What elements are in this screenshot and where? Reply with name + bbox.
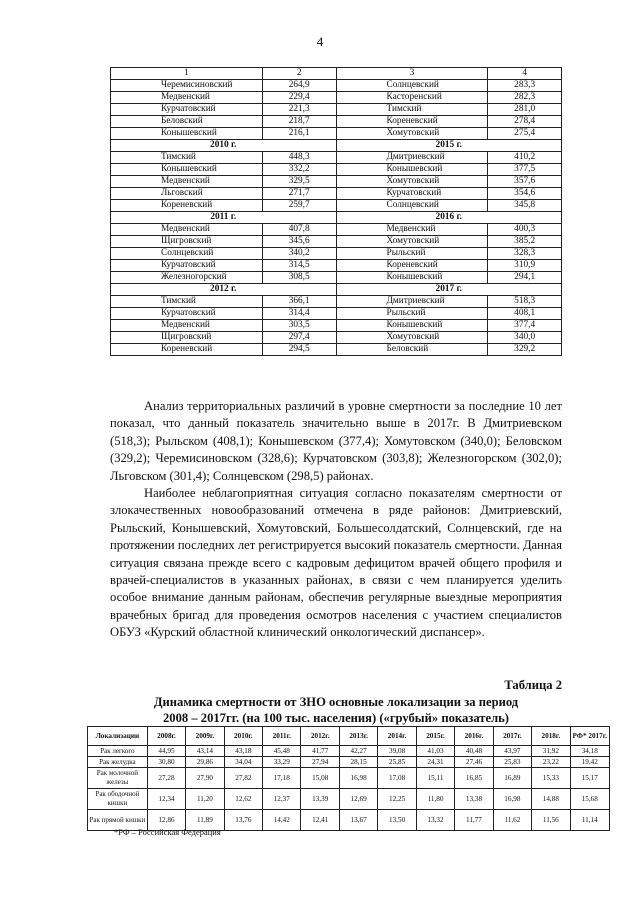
table-row — [111, 116, 562, 128]
mortality-value: 297,4 — [262, 332, 336, 344]
column-header: 2017г. — [493, 727, 531, 746]
district-name: Черемисиновский — [111, 80, 263, 92]
rate-value: 15,11 — [416, 768, 454, 789]
district-name: Рыльский — [336, 248, 488, 260]
mortality-value: 271,7 — [262, 188, 336, 200]
mortality-value: 354,6 — [488, 188, 562, 200]
table-row — [111, 260, 562, 272]
column-number: 1 — [111, 68, 263, 80]
district-name: Хомутовский — [336, 332, 488, 344]
rate-value: 41,03 — [416, 746, 454, 757]
mortality-value: 229,4 — [262, 92, 336, 104]
rate-value: 27,94 — [301, 757, 339, 768]
rate-value: 11,20 — [186, 789, 224, 810]
district-name: Беловский — [111, 116, 263, 128]
table-row — [111, 128, 562, 140]
column-header: 2015г. — [416, 727, 454, 746]
column-header: 2010г. — [224, 727, 262, 746]
rate-value: 40,48 — [455, 746, 493, 757]
district-name: Курчатовский — [111, 104, 263, 116]
year-label-right: 2017 г. — [336, 284, 561, 296]
district-name: Солнцевский — [336, 200, 488, 212]
rate-value: 33,29 — [263, 757, 301, 768]
district-name: Хомутовский — [336, 236, 488, 248]
mortality-value: 278,4 — [488, 116, 562, 128]
rate-value: 13,38 — [455, 789, 493, 810]
rate-value: 28,15 — [339, 757, 377, 768]
column-header: 2013г. — [339, 727, 377, 746]
year-label-right: 2016 г. — [336, 212, 561, 224]
district-name: Конышевский — [336, 272, 488, 284]
rate-value: 44,95 — [147, 746, 185, 757]
column-header: Локализации — [88, 727, 148, 746]
rate-value: 13,32 — [416, 810, 454, 831]
district-mortality-table — [110, 67, 562, 356]
table-row — [88, 746, 610, 757]
table-row — [111, 188, 562, 200]
table-row — [111, 236, 562, 248]
rate-value: 13,50 — [378, 810, 416, 831]
rate-value: 11,89 — [186, 810, 224, 831]
district-name: Хомутовский — [336, 128, 488, 140]
year-label-left: 2010 г. — [111, 140, 337, 152]
table-header-row — [111, 68, 562, 80]
table-row — [111, 92, 562, 104]
district-name: Кореневский — [111, 200, 263, 212]
mortality-value: 221,3 — [262, 104, 336, 116]
mortality-value: 407,8 — [262, 224, 336, 236]
column-header: РФ* 2017г. — [570, 727, 609, 746]
rate-value: 17,08 — [378, 768, 416, 789]
column-header: 2014г. — [378, 727, 416, 746]
mortality-value: 410,2 — [488, 152, 562, 164]
mortality-value: 294,1 — [488, 272, 562, 284]
rate-value: 30,80 — [147, 757, 185, 768]
rate-value: 19,42 — [570, 757, 609, 768]
mortality-value: 328,3 — [488, 248, 562, 260]
rate-value: 25,83 — [493, 757, 531, 768]
year-label-right: 2015 г. — [336, 140, 561, 152]
district-name: Кореневский — [336, 260, 488, 272]
district-name: Медвенский — [111, 176, 263, 188]
rate-value: 11,77 — [455, 810, 493, 831]
district-name: Тимский — [111, 152, 263, 164]
rate-value: 43,14 — [186, 746, 224, 757]
mortality-value: 377,4 — [488, 320, 562, 332]
rate-value: 12,25 — [378, 789, 416, 810]
column-header: 2009г. — [186, 727, 224, 746]
mortality-value: 518,3 — [488, 296, 562, 308]
district-name: Тимский — [336, 104, 488, 116]
district-name: Щигровский — [111, 332, 263, 344]
mortality-value: 275,4 — [488, 128, 562, 140]
rate-value: 12,41 — [301, 810, 339, 831]
localization-label: Рак молочной железы — [88, 768, 148, 789]
rate-value: 27,46 — [455, 757, 493, 768]
rate-value: 12,69 — [339, 789, 377, 810]
rate-value: 12,34 — [147, 789, 185, 810]
rate-value: 42,27 — [339, 746, 377, 757]
rate-value: 27,82 — [224, 768, 262, 789]
district-name: Курчатовский — [111, 308, 263, 320]
table-row — [111, 248, 562, 260]
rate-value: 15,33 — [532, 768, 570, 789]
table-title-line1: Динамика смертности от ЗНО основные локализации за период — [153, 695, 519, 709]
table-row — [88, 768, 610, 789]
rate-value: 25,85 — [378, 757, 416, 768]
column-number: 4 — [488, 68, 562, 80]
localization-label: Рак прямой кишки — [88, 810, 148, 831]
district-name: Хомутовский — [336, 176, 488, 188]
rate-value: 14,88 — [532, 789, 570, 810]
mortality-value: 264,9 — [262, 80, 336, 92]
rate-value: 41,77 — [301, 746, 339, 757]
rate-value: 23,22 — [532, 757, 570, 768]
district-name: Конышевский — [111, 128, 263, 140]
district-name: Льговский — [111, 188, 263, 200]
rate-value: 24,31 — [416, 757, 454, 768]
table-row — [111, 224, 562, 236]
mortality-value: 345,6 — [262, 236, 336, 248]
district-name: Медвенский — [336, 224, 488, 236]
rate-value: 13,76 — [224, 810, 262, 831]
rate-value: 43,97 — [493, 746, 531, 757]
table-row — [111, 104, 562, 116]
mortality-value: 329,2 — [488, 344, 562, 356]
table-title-line2: 2008 – 2017гг. (на 100 тыс. населения) («грубый» показатель) — [163, 711, 509, 725]
table-row — [88, 757, 610, 768]
district-name: Конышевский — [111, 164, 263, 176]
mortality-value: 259,7 — [262, 200, 336, 212]
district-name: Курчатовский — [336, 188, 488, 200]
rate-value: 11,56 — [532, 810, 570, 831]
mortality-value: 282,3 — [488, 92, 562, 104]
localization-label: Рак желудка — [88, 757, 148, 768]
mortality-value: 310,9 — [488, 260, 562, 272]
district-name: Кореневский — [111, 344, 263, 356]
table-row — [111, 272, 562, 284]
district-name: Медвенский — [111, 320, 263, 332]
rate-value: 16,98 — [493, 789, 531, 810]
district-name: Медвенский — [111, 224, 263, 236]
table-row — [111, 152, 562, 164]
mortality-value: 448,3 — [262, 152, 336, 164]
mortality-value: 366,1 — [262, 296, 336, 308]
rate-value: 39,08 — [378, 746, 416, 757]
year-label-left: 2011 г. — [111, 212, 337, 224]
mortality-value: 345,8 — [488, 200, 562, 212]
mortality-value: 332,2 — [262, 164, 336, 176]
table-row — [111, 80, 562, 92]
rate-value: 14,42 — [263, 810, 301, 831]
district-name: Курчатовский — [111, 260, 263, 272]
rate-value: 15,08 — [301, 768, 339, 789]
mortality-value: 357,6 — [488, 176, 562, 188]
page-number: 4 — [316, 34, 324, 49]
localization-mortality-table — [87, 726, 610, 831]
district-name: Рыльский — [336, 308, 488, 320]
mortality-value: 283,3 — [488, 80, 562, 92]
rate-value: 13,67 — [339, 810, 377, 831]
localization-label: Рак легкого — [88, 746, 148, 757]
column-header: 2011г. — [263, 727, 301, 746]
district-name: Медвенский — [111, 92, 263, 104]
year-row — [111, 212, 562, 224]
rate-value: 11,62 — [493, 810, 531, 831]
table-row — [111, 296, 562, 308]
district-name: Дмитриевский — [336, 296, 488, 308]
paragraph-territorial: Анализ территориальных различий в уровне смертности за последние 10 лет показал, что данный показатель значительно выше в 2017г. В Дмитриевском (518,3); Рыльском (408,1); Конышевском (377,4); Хомутовском (340,0); Беловском (329,2); Черемисиновском (328,6); Курчатовском (303,8); Железногорском (302,0); Льговском (301,4); Солнцевском (298,5) районах. — [110, 399, 562, 483]
localization-label: Рак ободочной кишки — [88, 789, 148, 810]
district-name: Конышевский — [336, 320, 488, 332]
table-title — [110, 694, 562, 726]
mortality-value: 400,3 — [488, 224, 562, 236]
mortality-value: 294,5 — [262, 344, 336, 356]
analysis-paragraph — [110, 398, 562, 642]
district-name: Тимский — [111, 296, 263, 308]
rate-value: 15,68 — [570, 789, 609, 810]
mortality-value: 218,7 — [262, 116, 336, 128]
rate-value: 12,86 — [147, 810, 185, 831]
rate-value: 34,18 — [570, 746, 609, 757]
mortality-value: 281,0 — [488, 104, 562, 116]
table-row — [111, 308, 562, 320]
mortality-value: 340,2 — [262, 248, 336, 260]
district-name: Касторенский — [336, 92, 488, 104]
paragraph-unfavorable: Наиболее неблагоприятная ситуация согласно показателям смертности от злокачественных новообразований отмечена в ряде районов: Дмитриевский, Рыльский, Конышевский, Хомутовский, Большесолдатский, Солнцевский, где на протяжении последних лет регистрируется высокий показатель смертности. Данная ситуация связана прежде всего с кадровым дефицитом врачей общего профиля и врачей-специалистов в указанных районах, в связи с чем планируется уделить особое внимание данным районам, обеспечив регулярные выездные мероприятия врачебных бригад для проведения осмотров населения с участием специалистов ОБУЗ «Курский областной клинический онкологический диспансер». — [110, 486, 562, 640]
rate-value: 12,37 — [263, 789, 301, 810]
footnote: *РФ – Российская Федерация — [114, 827, 221, 837]
mortality-value: 377,5 — [488, 164, 562, 176]
district-name: Щигровский — [111, 236, 263, 248]
rate-value: 16,89 — [493, 768, 531, 789]
year-row — [111, 140, 562, 152]
mortality-value: 314,5 — [262, 260, 336, 272]
table-caption: Таблица 2 — [504, 678, 562, 692]
rate-value: 34,04 — [224, 757, 262, 768]
table-row — [111, 332, 562, 344]
district-name: Беловский — [336, 344, 488, 356]
rate-value: 27,90 — [186, 768, 224, 789]
mortality-value: 308,5 — [262, 272, 336, 284]
table-header-row — [88, 727, 610, 746]
mortality-value: 314,4 — [262, 308, 336, 320]
year-row — [111, 284, 562, 296]
column-header: 2012г. — [301, 727, 339, 746]
mortality-value: 303,5 — [262, 320, 336, 332]
column-number: 3 — [336, 68, 488, 80]
year-label-left: 2012 г. — [111, 284, 337, 296]
district-name: Кореневский — [336, 116, 488, 128]
column-header: 2016г. — [455, 727, 493, 746]
column-header: 2018г. — [532, 727, 570, 746]
rate-value: 43,18 — [224, 746, 262, 757]
table-row — [111, 176, 562, 188]
mortality-value: 329,5 — [262, 176, 336, 188]
district-name: Дмитриевский — [336, 152, 488, 164]
column-number: 2 — [262, 68, 336, 80]
rate-value: 16,98 — [339, 768, 377, 789]
rate-value: 16,85 — [455, 768, 493, 789]
rate-value: 11,14 — [570, 810, 609, 831]
mortality-value: 408,1 — [488, 308, 562, 320]
rate-value: 12,62 — [224, 789, 262, 810]
district-name: Конышевский — [336, 164, 488, 176]
table-row — [111, 344, 562, 356]
mortality-value: 216,1 — [262, 128, 336, 140]
table-row — [88, 789, 610, 810]
district-name: Солнцевский — [336, 80, 488, 92]
rate-value: 13,39 — [301, 789, 339, 810]
mortality-value: 340,0 — [488, 332, 562, 344]
column-header: 2008г. — [147, 727, 185, 746]
district-name: Солнцевский — [111, 248, 263, 260]
rate-value: 17,18 — [263, 768, 301, 789]
rate-value: 31,92 — [532, 746, 570, 757]
rate-value: 29,86 — [186, 757, 224, 768]
rate-value: 15,17 — [570, 768, 609, 789]
table-row — [111, 164, 562, 176]
table-row — [111, 320, 562, 332]
district-name: Железногорский — [111, 272, 263, 284]
rate-value: 27,28 — [147, 768, 185, 789]
rate-value: 45,48 — [263, 746, 301, 757]
rate-value: 11,80 — [416, 789, 454, 810]
table-row — [111, 200, 562, 212]
mortality-value: 385,2 — [488, 236, 562, 248]
